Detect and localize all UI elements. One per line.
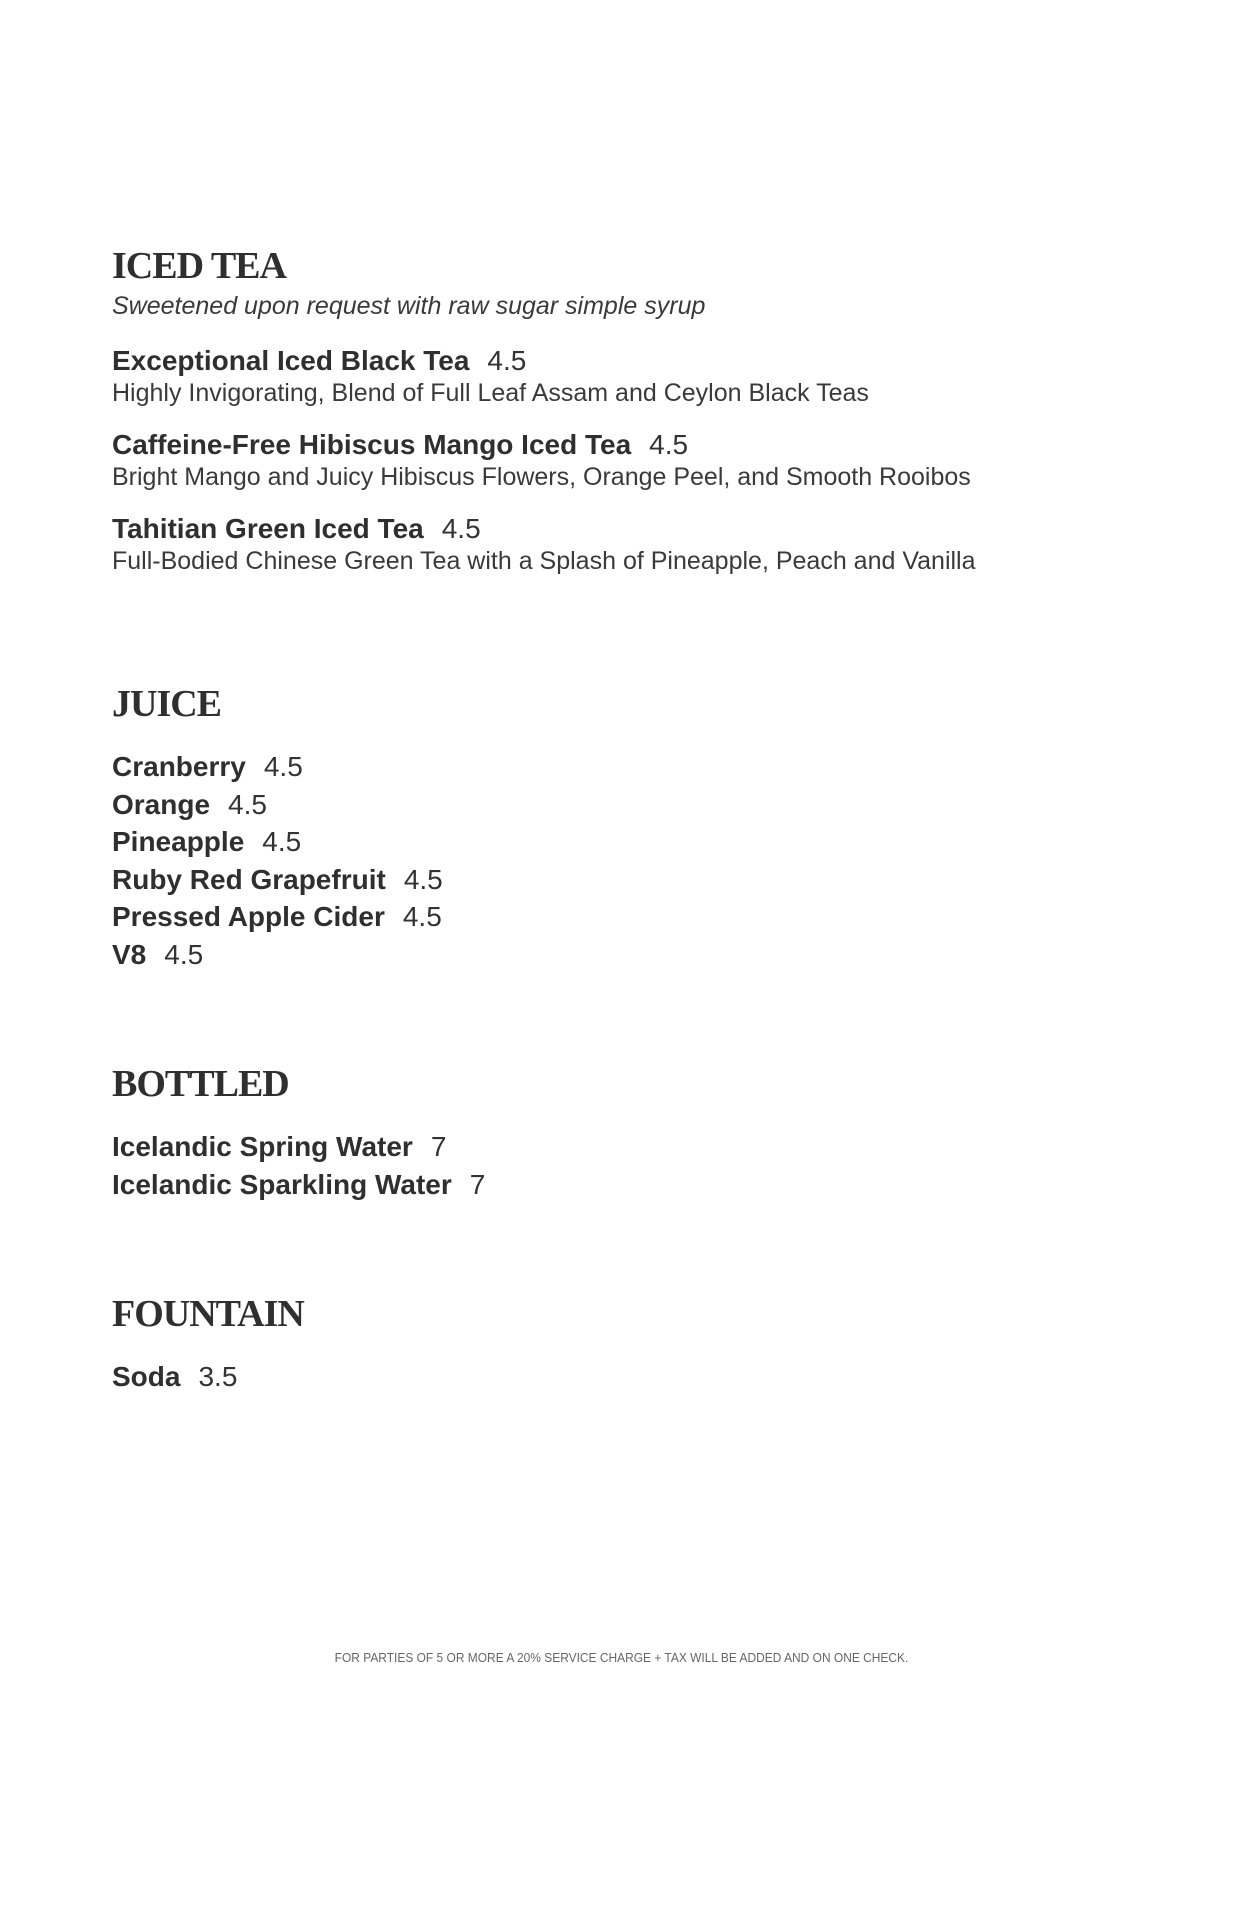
menu-item — [112, 1358, 1152, 1396]
item-name: Cranberry — [112, 751, 246, 782]
item-price: 4.5 — [649, 429, 689, 460]
iced-tea-list — [112, 344, 1152, 576]
menu-item — [112, 428, 1152, 492]
item-price: 4.5 — [164, 938, 204, 970]
item-price: 7 — [469, 1168, 486, 1200]
item-name: Tahitian Green Iced Tea — [112, 513, 424, 544]
fountain-list — [112, 1358, 1152, 1396]
menu-item — [112, 344, 1152, 408]
section-juice — [112, 684, 1152, 973]
item-price: 3.5 — [198, 1361, 238, 1392]
item-price: 4.5 — [487, 345, 527, 376]
item-name: Exceptional Iced Black Tea — [112, 345, 470, 376]
menu-item — [112, 823, 1152, 861]
item-name: V8 — [112, 938, 147, 970]
section-title-fountain: FOUNTAIN — [112, 1293, 304, 1335]
item-price: 4.5 — [441, 513, 481, 544]
menu-item — [112, 936, 1152, 974]
menu-item — [112, 748, 1152, 786]
menu-item — [112, 1166, 1152, 1204]
item-name: Ruby Red Grapefruit — [112, 863, 386, 895]
menu-item — [112, 861, 1152, 899]
item-price: 4.5 — [402, 901, 442, 932]
bottled-list — [112, 1128, 1152, 1203]
item-name: Pressed Apple Cider — [112, 901, 385, 932]
menu-item — [112, 1128, 1152, 1166]
item-description: Highly Invigorating, Blend of Full Leaf Assam and Ceylon Black Teas — [112, 379, 869, 407]
item-description: Full-Bodied Chinese Green Tea with a Splash of Pineapple, Peach and Vanilla — [112, 547, 976, 575]
section-title-juice: JUICE — [112, 683, 222, 725]
section-iced-tea — [112, 246, 1152, 596]
section-subtitle-iced-tea: Sweetened upon request with raw sugar simple syrup — [112, 292, 706, 320]
section-fountain — [112, 1294, 1152, 1396]
item-price: 4.5 — [403, 863, 443, 895]
section-bottled — [112, 1064, 1152, 1203]
menu-item — [112, 898, 1152, 936]
item-price: 4.5 — [228, 788, 267, 820]
item-name: Icelandic Sparkling Water — [112, 1168, 452, 1200]
item-name: Orange — [112, 788, 211, 820]
menu-item — [112, 786, 1152, 824]
item-name: Caffeine-Free Hibiscus Mango Iced Tea — [112, 429, 632, 460]
section-title-bottled: BOTTLED — [112, 1063, 289, 1105]
item-description: Bright Mango and Juicy Hibiscus Flowers, Orange Peel, and Smooth Rooibos — [112, 463, 971, 491]
juice-list — [112, 748, 1152, 973]
item-name: Pineapple — [112, 826, 245, 857]
section-title-iced-tea: ICED TEA — [112, 245, 286, 287]
item-name: Soda — [112, 1361, 181, 1392]
item-name: Icelandic Spring Water — [112, 1131, 413, 1162]
menu-item — [112, 512, 1152, 576]
item-price: 7 — [430, 1131, 447, 1162]
service-charge-note: FOR PARTIES OF 5 OR MORE A 20% SERVICE CHARGE + TAX WILL BE ADDED AND ON ONE CHECK. — [334, 1650, 909, 1665]
item-price: 4.5 — [262, 826, 302, 857]
item-price: 4.5 — [263, 751, 303, 782]
